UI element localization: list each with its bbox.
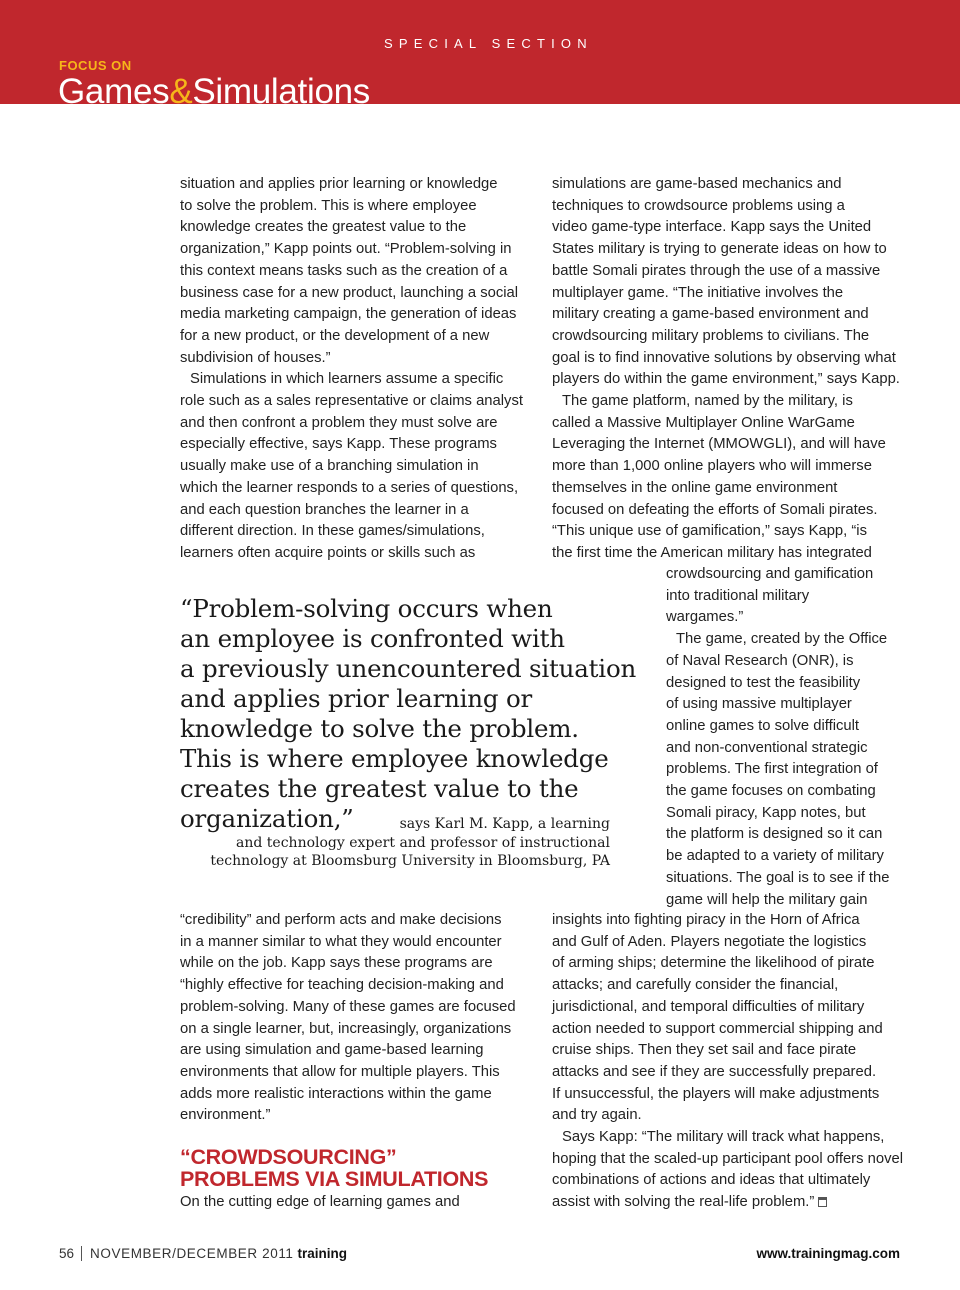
pull-quote-line: knowledge to solve the problem.	[180, 714, 579, 743]
text-line: video game-type interface. Kapp says the United	[552, 219, 872, 236]
section-title-part2: Simulations	[192, 72, 370, 104]
text-line: and Gulf of Aden. Players negotiate the logistics	[552, 933, 867, 950]
text-line: the platform is designed so it can	[666, 826, 883, 843]
pull-quote-line: creates the greatest value to the	[180, 774, 579, 803]
pull-quote-line: and applies prior learning or	[180, 684, 533, 713]
footer-left	[59, 1246, 347, 1261]
text-line: Leveraging the Internet (MMOWGLI), and will have	[552, 436, 886, 453]
text-line: especially effective, says Kapp. These programs	[180, 436, 497, 453]
text-line: situation and applies prior learning or knowledge	[180, 176, 498, 192]
text-line: insights into fighting piracy in the Horn of Africa	[552, 912, 860, 928]
pull-quote-line: This is where employee knowledge	[180, 744, 609, 773]
pull-quote	[180, 594, 637, 834]
paragraph	[180, 910, 530, 1127]
paragraph	[180, 369, 530, 564]
text-line: If unsuccessful, the players will make adjustments	[552, 1085, 880, 1102]
text-line: crowdsourcing and gamification	[666, 566, 874, 582]
left-column-bottom	[180, 910, 530, 1127]
text-line	[552, 1192, 912, 1214]
text-line: action needed to support commercial shipping and	[552, 1020, 883, 1037]
text-line: “highly effective for teaching decision-making and	[180, 977, 504, 994]
text-line: battle Somali pirates through the use of a massive	[552, 262, 881, 279]
issue-date: NOVEMBER/DECEMBER 2011	[90, 1246, 294, 1261]
text-line: to solve the problem. This is where employee	[180, 197, 477, 214]
text-line: jurisdictional, and temporal difficulties of military	[552, 998, 865, 1015]
text-line: game will help the military gain	[666, 891, 868, 908]
text-line: and then confront a problem they must solve are	[180, 414, 498, 431]
text-line: goal is to find innovative solutions by observing what	[552, 349, 896, 366]
text-line: problem-solving. Many of these games are focused	[180, 998, 516, 1015]
text-line: be adapted to a variety of military	[666, 848, 884, 865]
text-line: The game, created by the Office	[676, 631, 888, 648]
text-line: hoping that the scaled-up participant pool offers novel	[552, 1150, 903, 1167]
text-line: situations. The goal is to see if the	[666, 869, 890, 886]
text-line: players do within the game environment,” says Kapp.	[552, 371, 900, 388]
text-line: for a new product, or the development of a new	[180, 327, 490, 344]
magazine-name: training	[297, 1246, 348, 1261]
paragraph	[552, 910, 912, 1127]
text-line: in a manner similar to what they would encounter	[180, 933, 502, 950]
section-body-start	[180, 1192, 530, 1214]
section-heading-line: “CROWDSOURCING”	[180, 1145, 397, 1169]
text-line: combinations of actions and ideas that ultimately	[552, 1172, 871, 1189]
paragraph	[552, 174, 902, 391]
text-line: media marketing campaign, the generation of ideas	[180, 306, 517, 323]
page-number: 56	[59, 1246, 82, 1261]
text-line: which the learner responds to a series of questions,	[180, 479, 519, 496]
end-of-article-icon	[818, 1197, 827, 1207]
text-line: simulations are game-based mechanics and	[552, 176, 842, 192]
section-title-ampersand: &	[169, 72, 193, 104]
text-line: while on the job. Kapp says these programs are	[180, 955, 493, 972]
text-line: techniques to crowdsource problems using a	[552, 197, 845, 214]
text-line: the first time the American military has integrated	[552, 544, 872, 561]
text-line: into traditional military	[666, 587, 810, 604]
text-line: subdivision of houses.”	[180, 349, 331, 366]
text-line: attacks; and carefully consider the financial,	[552, 977, 839, 994]
text-line: role such as a sales representative or claims analyst	[180, 393, 523, 410]
text-line: of using massive multiplayer	[666, 696, 852, 713]
section-title-part1: Games	[58, 72, 170, 104]
text-line: online games to solve difficult	[666, 717, 860, 734]
paragraph	[552, 1127, 912, 1214]
text-line: and each question branches the learner in a	[180, 501, 469, 518]
focus-on-label: FOCUS ON	[59, 58, 132, 73]
text-line: States military is trying to generate ideas on how to	[552, 241, 887, 258]
text-line: called a Massive Multiplayer Online WarGame	[552, 414, 855, 431]
pull-quote-line: a previously unencountered situation	[180, 654, 637, 683]
right-column-top	[552, 174, 902, 565]
pull-quote-line: organization,”	[180, 804, 354, 833]
text-line: and non-conventional strategic	[666, 739, 868, 756]
text-line: Says Kapp: “The military will track what happens,	[562, 1129, 885, 1146]
paragraph	[666, 629, 906, 911]
text-line: different direction. In these games/simulations,	[180, 523, 485, 540]
text-line: crowdsourcing military problems to civilians. The	[552, 327, 870, 344]
paragraph	[180, 174, 530, 369]
header-banner	[0, 0, 960, 104]
pull-quote-attribution	[180, 815, 610, 871]
text-line: environments that allow for multiple players. This	[180, 1063, 500, 1080]
text-line-content: assist with solving the real-life problem.”	[552, 1194, 815, 1211]
text-line: themselves in the online game environment	[552, 479, 838, 496]
text-line: business case for a new product, launching a social	[180, 284, 519, 301]
paragraph	[552, 391, 902, 565]
text-line: military creating a game-based environment and	[552, 306, 869, 323]
pull-quote-line: “Problem-solving occurs when	[180, 594, 553, 623]
text-line: more than 1,000 online players who will immerse	[552, 458, 872, 475]
text-line: this context means tasks such as the creation of a	[180, 262, 508, 279]
text-line: problems. The first integration of	[666, 761, 878, 778]
section-heading-line: PROBLEMS VIA SIMULATIONS	[180, 1167, 489, 1191]
text-line: learners often acquire points or skills such as	[180, 544, 476, 561]
left-column-top	[180, 174, 530, 565]
text-line: knowledge creates the greatest value to the	[180, 219, 467, 236]
attribution-line: technology at Bloomsburg University in Bloomsburg, PA	[210, 853, 610, 869]
text-line: cruise ships. Then they set sail and face pirate	[552, 1042, 857, 1059]
text-line: multiplayer game. “The initiative involves the	[552, 284, 844, 301]
paragraph	[666, 564, 906, 629]
text-line: of arming ships; determine the likelihood of pirate	[552, 955, 875, 972]
text-line: “credibility” and perform acts and make decisions	[180, 912, 502, 928]
text-line: Somali piracy, Kapp notes, but	[666, 804, 866, 821]
text-line: focused on defeating the efforts of Somali pirates.	[552, 501, 878, 518]
text-line: environment.”	[180, 1107, 271, 1124]
text-line: “This unique use of gamification,” says Kapp, “is	[552, 523, 867, 540]
text-line: usually make use of a branching simulation in	[180, 458, 479, 475]
text-line: the game focuses on combating	[666, 783, 876, 800]
special-section-label: SPECIAL SECTION	[384, 36, 593, 51]
text-line: and try again.	[552, 1107, 642, 1124]
text-line: organization,” Kapp points out. “Problem-solving in	[180, 241, 512, 258]
section-heading	[180, 1146, 488, 1190]
text-line: wargames.”	[666, 609, 744, 626]
text-line: on a single learner, but, increasingly, organizations	[180, 1020, 512, 1037]
text-line: The game platform, named by the military, is	[562, 393, 853, 410]
attribution-line: and technology expert and professor of instructional	[236, 834, 610, 851]
text-line: Simulations in which learners assume a specific	[190, 371, 504, 388]
text-line: designed to test the feasibility	[666, 674, 861, 691]
text-line: are using simulation and game-based learning	[180, 1042, 484, 1059]
text-line: of Naval Research (ONR), is	[666, 652, 854, 669]
text-line: On the cutting edge of learning games and	[180, 1194, 460, 1210]
text-line: adds more realistic interactions within the game	[180, 1085, 492, 1102]
text-line: attacks and see if they are successfully prepared.	[552, 1063, 877, 1080]
footer-website: www.trainingmag.com	[756, 1246, 900, 1261]
section-title	[58, 70, 370, 104]
pull-quote-line: an employee is confronted with	[180, 624, 565, 653]
right-column-narrow	[666, 564, 906, 911]
right-column-bottom	[552, 910, 912, 1214]
attribution-line: says Karl M. Kapp, a learning	[399, 816, 610, 832]
